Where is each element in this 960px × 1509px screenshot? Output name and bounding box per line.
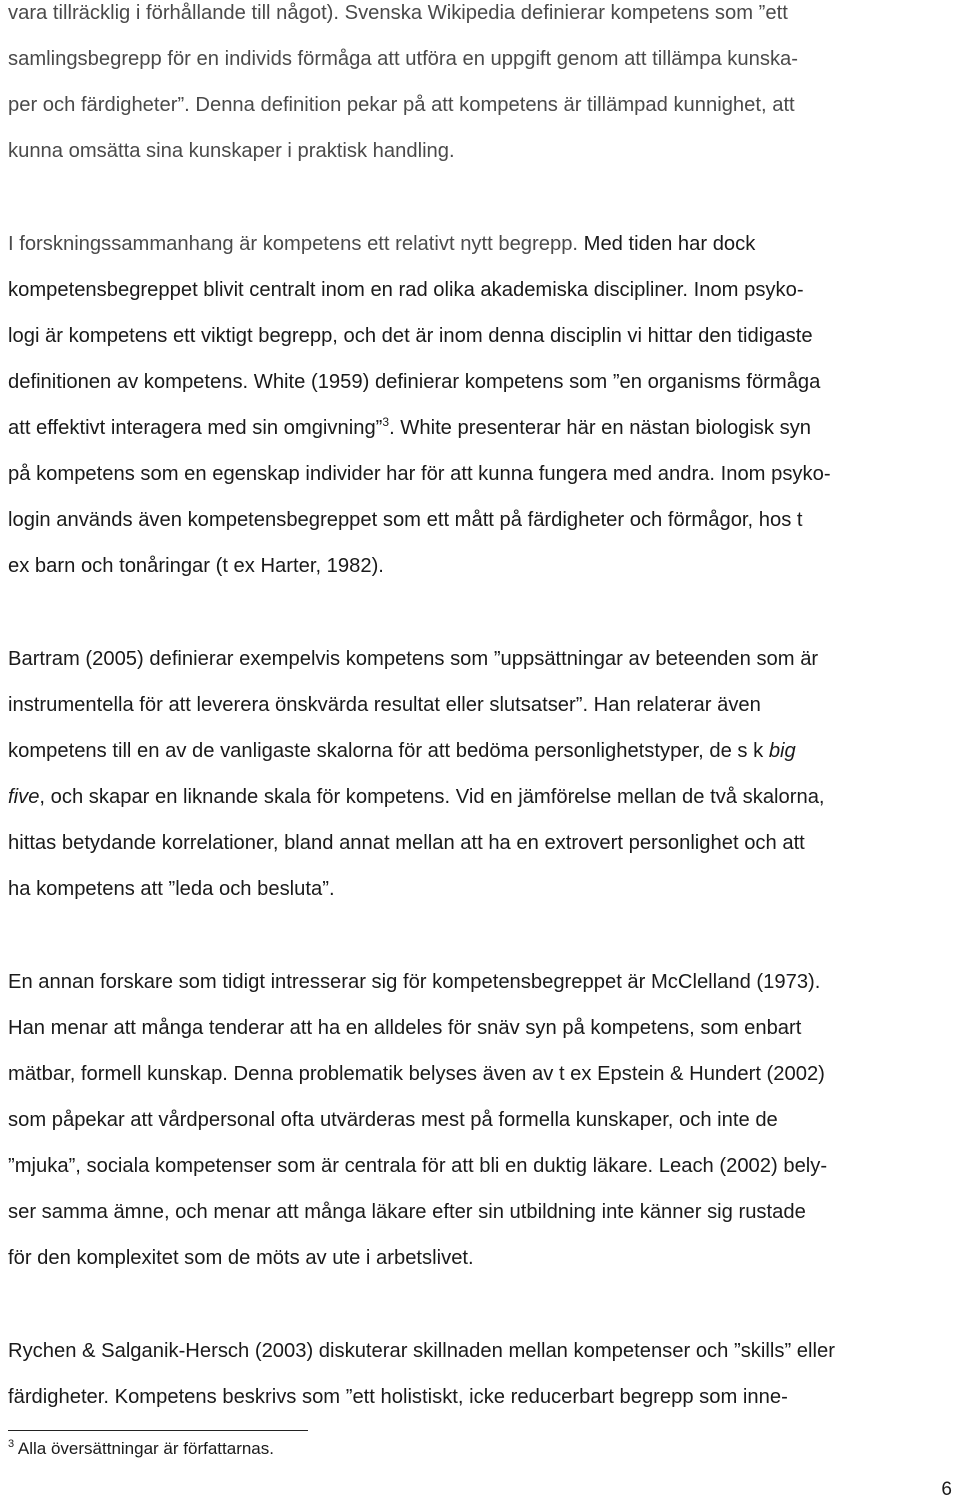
footnote-separator [8,1430,308,1431]
text-line: samlingsbegrepp för en individs förmåga att utföra en uppgift genom att tillämpa kunska- [8,48,798,70]
italic-term: big [768,740,796,762]
text-line: Bartram (2005) definierar exempelvis kompetens som ”uppsättningar av beteenden som är [8,648,819,670]
text-line: per och färdigheter”. Denna definition pekar på att kompetens är tillämpad kunnighet, att [8,94,795,116]
text-line: för den komplexitet som de möts av ute i arbetslivet. [8,1247,474,1269]
text-line: Rychen & Salganik-Hersch (2003) diskuterar skillnaden mellan kompetenser och ”skills” eller [8,1340,835,1362]
page-number: 6 [941,1479,952,1500]
text-line: som påpekar att vårdpersonal ofta utvärderas mest på formella kunskaper, och inte de [8,1109,778,1131]
text-line: five, och skapar en liknande skala för kompetens. Vid en jämförelse mellan de två skalorna, [8,786,825,808]
text-line: Han menar att många tenderar att ha en alldeles för snäv syn på kompetens, som enbart [8,1017,802,1039]
text-line: kompetensbegreppet blivit centralt inom en rad olika akademiska discipliner. Inom psyko- [8,279,804,301]
text-line: login används även kompetensbegreppet som ett mått på färdigheter och förmågor, hos t [8,509,803,531]
text-line: ex barn och tonåringar (t ex Harter, 1982). [8,555,384,577]
text-line: instrumentella för att leverera önskvärda resultat eller slutsatser”. Han relaterar även [8,694,761,716]
text-line: kompetens till en av de vanligaste skalorna för att bedöma personlighetstyper, de s k big [8,740,796,762]
document-page [8,0,954,1509]
italic-term: five [8,786,40,808]
text-line: I forskningssammanhang är kompetens ett relativt nytt begrepp. Med tiden har dock [8,233,756,255]
text-line: mätbar, formell kunskap. Denna problematik belyses även av t ex Epstein & Hundert (2002) [8,1063,825,1085]
text-line: ha kompetens att ”leda och besluta”. [8,878,335,900]
text-line: att effektivt interagera med sin omgivning”$^3$. White presenterar här en nästan biologisk syn [8,415,812,439]
text-line: logi är kompetens ett viktigt begrepp, och det är inom denna disciplin vi hittar den tidigaste [8,325,813,347]
text-line: ser samma ämne, och menar att många läkare efter sin utbildning inte känner sig rustade [8,1201,806,1223]
text-line: hittas betydande korrelationer, bland annat mellan att ha en extrovert personlighet och att [8,832,805,854]
footnote-number: 3 [8,1438,15,1450]
text-line: färdigheter. Kompetens beskrivs som ”ett holistiskt, icke reducerbart begrepp som inne- [8,1386,788,1408]
footnote-text: Alla översättningar är författarnas. [14,1439,274,1458]
text-line: vara tillräcklig i förhållande till något). Svenska Wikipedia definierar kompetens som ”ett [8,2,788,24]
text-line: ”mjuka”, sociala kompetenser som är centrala för att bli en duktig läkare. Leach (2002) bely- [8,1155,828,1177]
text-line: definitionen av kompetens. White (1959) definierar kompetens som ”en organisms förmåga [8,371,821,393]
text-line: på kompetens som en egenskap individer har för att kunna fungera med andra. Inom psyko- [8,463,831,485]
footnote [8,1437,274,1461]
text-line: kunna omsätta sina kunskaper i praktisk handling. [8,140,455,162]
footnote-reference[interactable]: 3 [382,415,390,429]
text-line: En annan forskare som tidigt intresserar sig för kompetensbegreppet är McClelland (1973). [8,971,821,993]
